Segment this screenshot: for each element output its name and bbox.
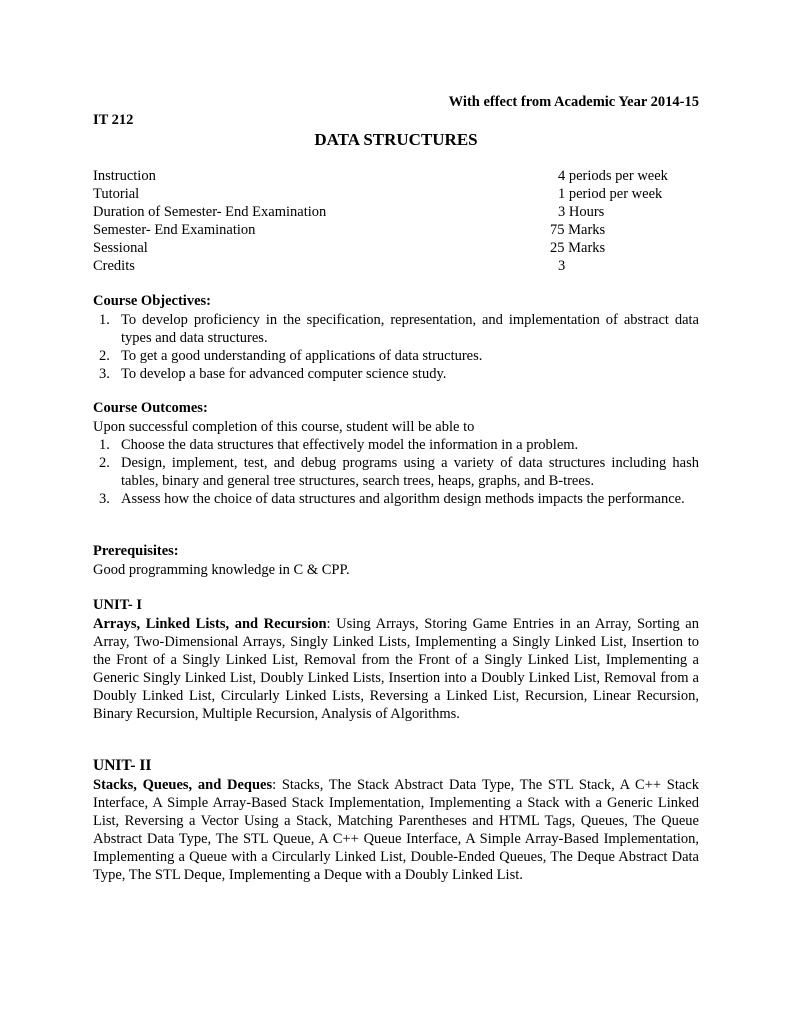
scheme-row-see: [93, 222, 699, 240]
prerequisites-text: Good programming knowledge in C & CPP.: [93, 562, 350, 578]
scheme-label: Credits: [93, 258, 135, 274]
outcomes-heading: Course Outcomes:: [93, 400, 208, 416]
scheme-row-instruction: [93, 168, 699, 186]
unit-2-content: [93, 776, 699, 884]
list-item: 3. Assess how the choice of data structures and algorithm design methods impacts the performance.: [99, 491, 685, 507]
unit-2-topic: Stacks, Queues, and Deques: [93, 777, 273, 793]
unit-1-text: : Using Arrays, Storing Game Entries in an Array, Sorting an Array, Two-Dimensional Arrays, Singly Linked Lists, Implementing a Singly Linked List, Insertion to the Front of a Singly Linked List, Removal from the Front of a Singly Linked List, Implementing a Generic Singly Linked List, Doubly Linked Lists, Insertion into a Doubly Linked List, Removal from a Doubly Linked List, Circularly Linked Lists, Reversing a Linked List, Recursion, Linear Recursion, Binary Recursion, Multiple Recursion, Analysis of Algorithms.: [93, 616, 699, 722]
prerequisites-heading: Prerequisites:: [93, 543, 179, 559]
scheme-label: Tutorial: [93, 186, 140, 202]
scheme-label: Instruction: [93, 168, 156, 184]
unit-1-content: [93, 615, 699, 723]
list-item: 1. Choose the data structures that effectively model the information in a problem.: [99, 437, 579, 453]
list-item: 3. To develop a base for advanced computer science study.: [99, 366, 447, 382]
objectives-list: [93, 311, 699, 383]
outcomes-list: [93, 436, 699, 508]
unit-2-heading: UNIT- II: [93, 757, 152, 774]
outcomes-intro: Upon successful completion of this course, student will be able to: [93, 419, 475, 435]
scheme-value: 1 period per week: [558, 186, 663, 202]
scheme-row-sessional: [93, 240, 699, 258]
unit-1-topic: Arrays, Linked Lists, and Recursion: [93, 616, 327, 632]
scheme-label: Semester- End Examination: [93, 222, 256, 238]
scheme-value: 3 Hours: [558, 204, 605, 220]
scheme-row-duration: [93, 204, 699, 222]
scheme-value: 25 Marks: [550, 240, 606, 256]
list-item: 1. To develop proficiency in the specification, representation, and implementation of abstract data types and data structures.: [99, 312, 699, 346]
list-item: 2. To get a good understanding of applications of data structures.: [99, 348, 483, 364]
unit-2-text: : Stacks, The Stack Abstract Data Type, The STL Stack, A C++ Stack Interface, A Simple Array-Based Stack Implementation, Implementing a Stack with a Generic Linked List, Reversing a Vector Using a Stack, Matching Parentheses and HTML Tags, Queues, The Queue Abstract Data Type, The STL Queue, A C++ Queue Interface, A Simple Array-Based Implementation, Implementing a Queue with a Circularly Linked List, Double-Ended Queues, The Deque Abstract Data Type, The STL Deque, Implementing a Deque with a Doubly Linked List.: [93, 777, 699, 883]
unit-1-heading: UNIT- I: [93, 597, 143, 613]
course-code: IT 212: [93, 112, 134, 128]
scheme-row-tutorial: [93, 186, 699, 204]
scheme-value: 75 Marks: [550, 222, 606, 238]
course-title: DATA STRUCTURES: [314, 130, 478, 149]
scheme-label: Sessional: [93, 240, 148, 256]
scheme-value: 3: [558, 258, 566, 274]
list-item: 2. Design, implement, test, and debug programs using a variety of data structures including hash tables, binary and general tree structures, search trees, heaps, graphs, and B-trees.: [99, 455, 699, 489]
objectives-heading: Course Objectives:: [93, 293, 211, 309]
scheme-row-credits: [93, 258, 699, 276]
scheme-value: 4 periods per week: [558, 168, 668, 184]
scheme-label: Duration of Semester- End Examination: [93, 204, 327, 220]
effective-year: With effect from Academic Year 2014-15: [448, 94, 699, 110]
